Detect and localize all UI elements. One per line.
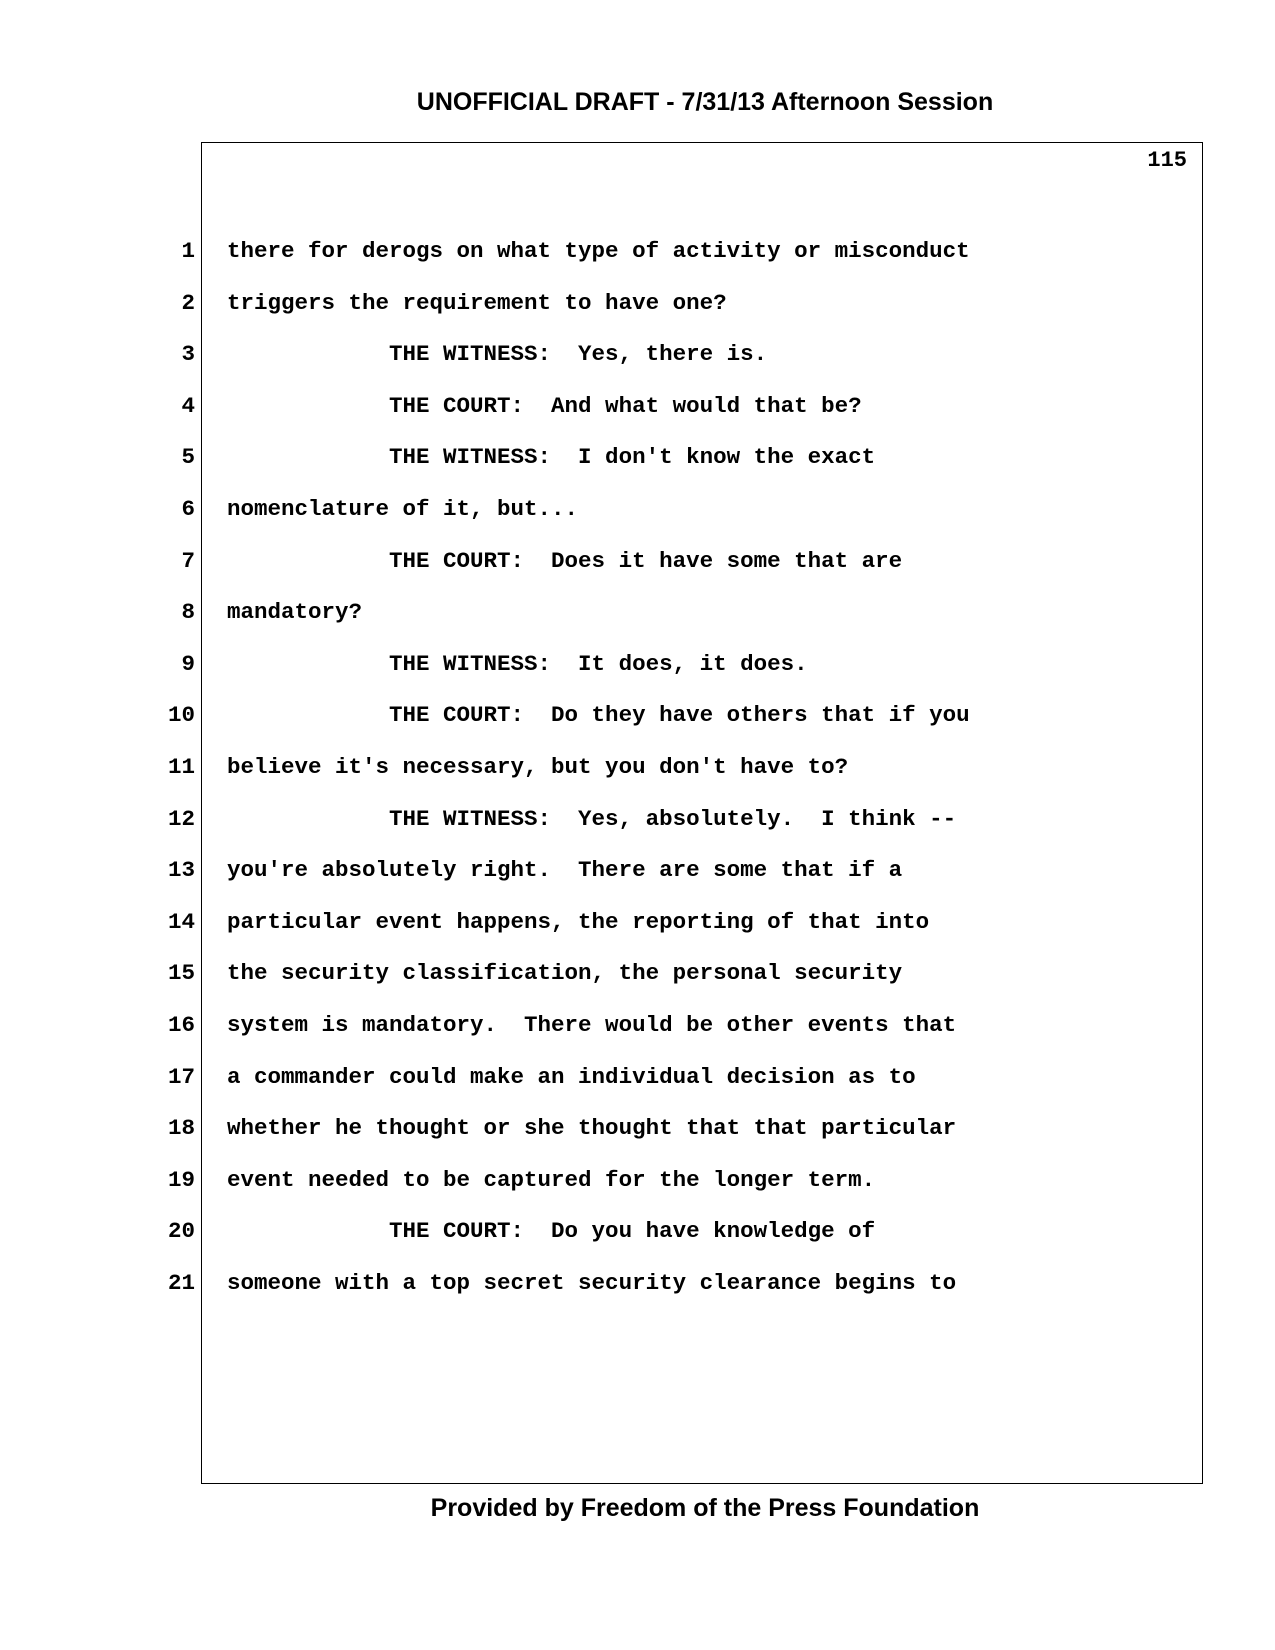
line-number: 19 bbox=[167, 1166, 195, 1193]
transcript-line bbox=[0, 953, 1275, 1005]
line-number: 1 bbox=[181, 238, 195, 264]
line-text: a commander could make an individual decision as to bbox=[227, 1063, 916, 1090]
line-text: THE COURT: Do they have others that if you bbox=[227, 702, 970, 729]
line-number: 7 bbox=[181, 547, 195, 574]
line-text: there for derogs on what type of activity or misconduct bbox=[227, 238, 970, 264]
transcript-line bbox=[0, 799, 1275, 851]
transcript-line bbox=[0, 1057, 1275, 1109]
line-number: 21 bbox=[167, 1269, 195, 1296]
line-text: the security classification, the personal security bbox=[227, 960, 903, 987]
transcript-line bbox=[0, 1160, 1275, 1212]
line-number: 18 bbox=[167, 1115, 195, 1142]
transcript-line bbox=[0, 437, 1275, 489]
line-number: 15 bbox=[167, 960, 195, 987]
transcript-line bbox=[0, 1108, 1275, 1160]
line-number: 16 bbox=[167, 1011, 195, 1038]
line-number: 6 bbox=[181, 495, 195, 522]
line-text: whether he thought or she thought that that particular bbox=[227, 1115, 957, 1142]
line-text: THE WITNESS: Yes, there is. bbox=[227, 341, 768, 368]
line-number: 3 bbox=[181, 341, 195, 368]
transcript-line bbox=[0, 334, 1275, 386]
document-header-title: UNOFFICIAL DRAFT - 7/31/13 Afternoon Session bbox=[416, 88, 994, 116]
transcript-lines bbox=[0, 231, 1275, 1314]
line-text: THE WITNESS: It does, it does. bbox=[227, 650, 808, 677]
line-number: 4 bbox=[181, 392, 195, 419]
line-number: 2 bbox=[181, 289, 195, 316]
line-text: THE WITNESS: I don't know the exact bbox=[227, 444, 876, 471]
line-number: 11 bbox=[167, 753, 195, 780]
transcript-line bbox=[0, 1263, 1275, 1315]
line-number: 10 bbox=[167, 702, 195, 729]
line-text: someone with a top secret security clearance begins to bbox=[227, 1269, 957, 1296]
line-number: 12 bbox=[167, 805, 195, 832]
transcript-line bbox=[0, 1211, 1275, 1263]
transcript-line bbox=[0, 489, 1275, 541]
line-number: 20 bbox=[167, 1218, 195, 1245]
footer-credit: Provided by Freedom of the Press Foundation bbox=[430, 1494, 980, 1522]
line-text: nomenclature of it, but... bbox=[227, 495, 579, 522]
transcript-line bbox=[0, 850, 1275, 902]
transcript-line bbox=[0, 386, 1275, 438]
page-number: 115 bbox=[1147, 148, 1187, 173]
line-text: mandatory? bbox=[227, 599, 363, 626]
line-text: you're absolutely right. There are some that if a bbox=[227, 857, 903, 884]
line-text: system is mandatory. There would be other events that bbox=[227, 1011, 957, 1038]
line-number: 17 bbox=[167, 1063, 195, 1090]
transcript-line bbox=[0, 231, 1275, 283]
transcript-line bbox=[0, 695, 1275, 747]
line-number: 13 bbox=[167, 857, 195, 884]
line-text: THE WITNESS: Yes, absolutely. I think -- bbox=[227, 805, 957, 832]
transcript-line bbox=[0, 1005, 1275, 1057]
line-text: THE COURT: Does it have some that are bbox=[227, 547, 903, 574]
transcript-line bbox=[0, 283, 1275, 335]
transcript-line bbox=[0, 592, 1275, 644]
line-number: 5 bbox=[181, 444, 195, 471]
line-text: triggers the requirement to have one? bbox=[227, 289, 727, 316]
line-text: THE COURT: And what would that be? bbox=[227, 392, 862, 419]
transcript-line bbox=[0, 747, 1275, 799]
line-number: 9 bbox=[181, 650, 195, 677]
transcript-line bbox=[0, 902, 1275, 954]
line-number: 8 bbox=[181, 599, 195, 626]
line-number: 14 bbox=[167, 908, 195, 935]
line-text: particular event happens, the reporting of that into bbox=[227, 908, 930, 935]
line-text: THE COURT: Do you have knowledge of bbox=[227, 1218, 876, 1245]
transcript-line bbox=[0, 644, 1275, 696]
line-text: believe it's necessary, but you don't have to? bbox=[227, 753, 849, 780]
line-text: event needed to be captured for the longer term. bbox=[227, 1166, 876, 1193]
transcript-line bbox=[0, 541, 1275, 593]
